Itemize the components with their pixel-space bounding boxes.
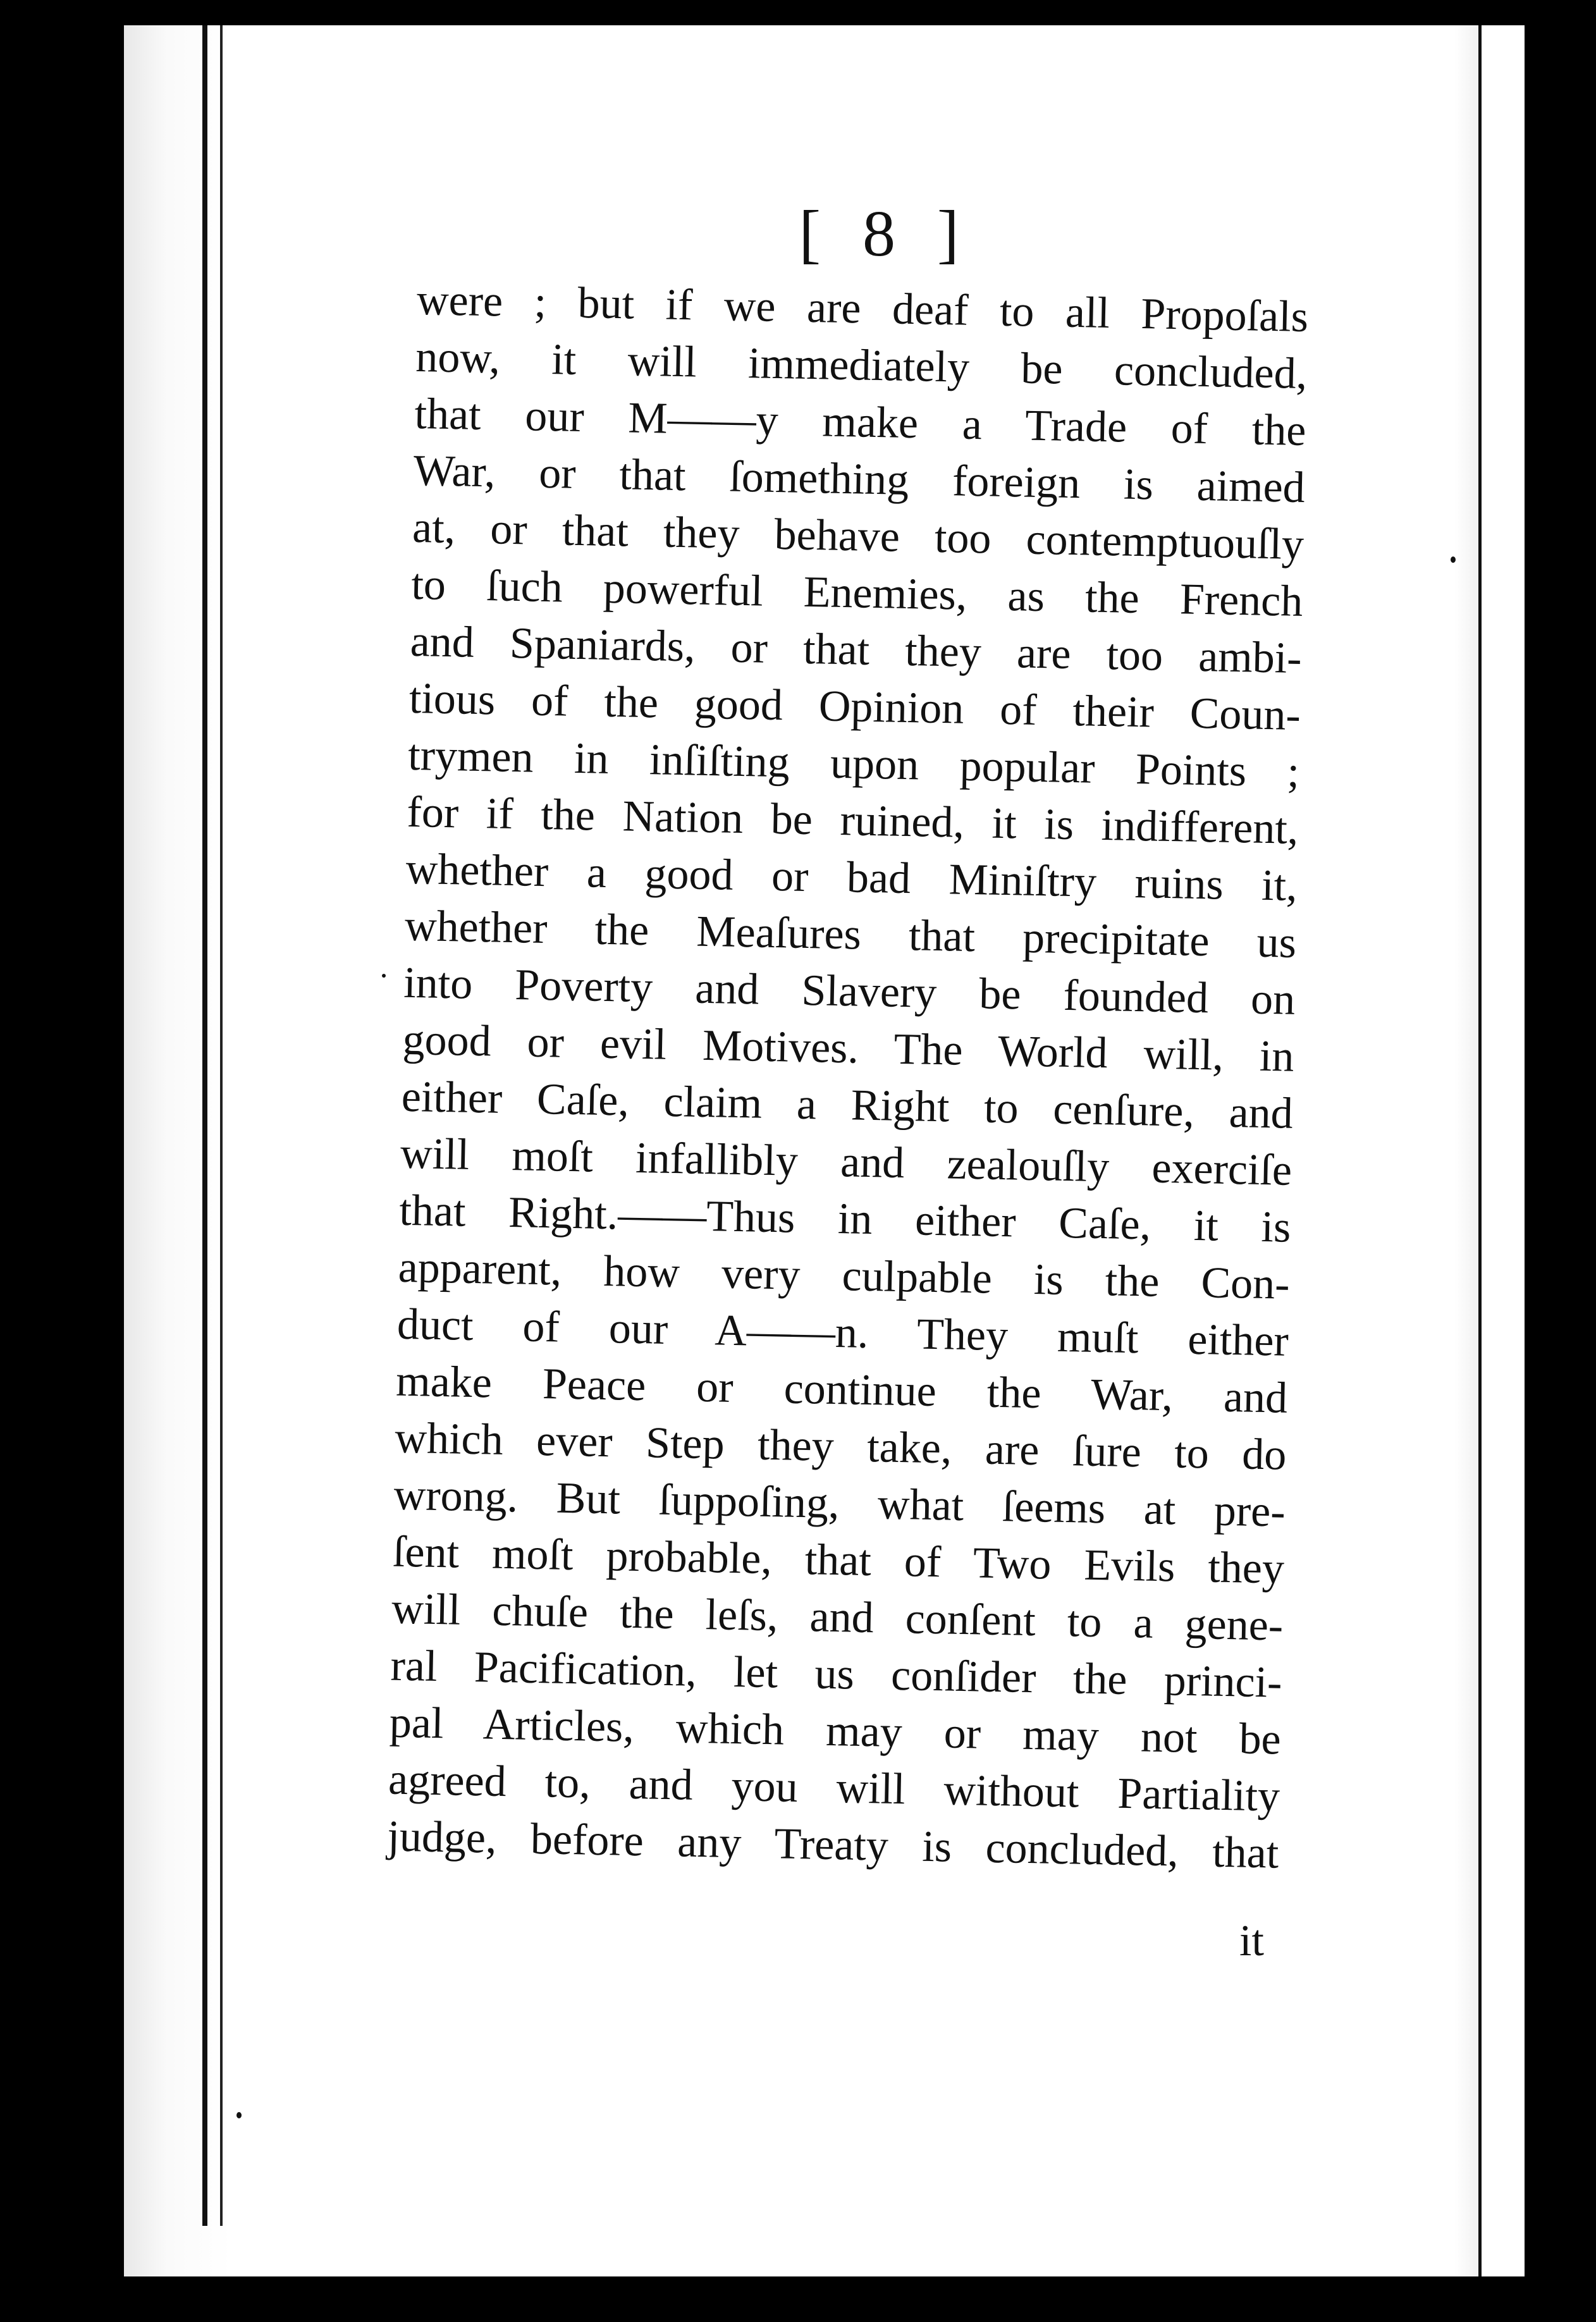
facing-page-edge <box>1478 25 1525 2276</box>
text-line: good or evil Motives. The World will, in <box>402 1015 1295 1081</box>
text-line: were ; but if we are deaf to all Propoſals <box>416 275 1309 342</box>
text-line: that Right.——Thus in either Caſe, it is <box>398 1186 1291 1252</box>
text-line: judge, before any Treaty is concluded, that <box>386 1812 1279 1878</box>
binding-edge-line <box>202 25 207 2226</box>
text-line: which ever Step they take, are ſure to do <box>394 1413 1287 1480</box>
text-line: ſent moſt probable, that of Two Evils they <box>392 1527 1285 1594</box>
text-line: make Peace or continue the War, and <box>395 1356 1288 1423</box>
body-text <box>387 272 1309 1883</box>
text-line: and Spaniards, or that they are too ambi- <box>410 617 1303 683</box>
text-line: that our M——y make a Trade of the <box>414 389 1307 456</box>
text-line: ral Pacification, let us conſider the princi- <box>390 1641 1283 1707</box>
text-line: tious of the good Opinion of their Coun- <box>408 673 1301 740</box>
text-line: into Poverty and Slavery be founded on <box>403 958 1296 1024</box>
text-line: agreed to, and you will without Partiality <box>388 1755 1280 1821</box>
gutter-shadow <box>1454 25 1478 2276</box>
text-line: now, it will immediately be concluded, <box>415 332 1308 399</box>
text-line: at, or that they behave too contemptuouſly <box>412 503 1304 569</box>
text-line: apparent, how very culpable is the Con- <box>398 1243 1291 1309</box>
text-line: either Caſe, claim a Right to cenſure, and <box>401 1072 1294 1138</box>
text-line: to ſuch powerful Enemies, as the French <box>410 560 1303 626</box>
page-number: [ 8 ] <box>799 197 972 270</box>
text-line: trymen in inſiſting upon popular Points ; <box>407 730 1300 797</box>
catchword: it <box>1239 1917 1264 1965</box>
text-line: War, or that ſomething foreign is aimed <box>413 446 1306 513</box>
text-line: wrong. But ſuppoſing, what ſeems at pre- <box>393 1470 1286 1537</box>
ink-speck <box>236 2112 242 2118</box>
binding-edge-line-inner <box>220 25 223 2226</box>
ink-speck <box>1451 556 1456 563</box>
text-line: whether a good or bad Miniſtry ruins it, <box>405 844 1298 911</box>
text-line: for if the Nation be ruined, it is indifferent, <box>406 787 1299 854</box>
text-line: will chuſe the leſs, and conſent to a gene- <box>391 1584 1284 1650</box>
text-line: will moſt infallibly and zealouſly exerciſe <box>400 1129 1292 1195</box>
left-page-edge <box>124 25 231 2276</box>
ink-speck <box>382 974 386 978</box>
text-line: pal Articles, which may or may not be <box>389 1698 1282 1764</box>
text-line: duct of our A——n. They muſt either <box>396 1299 1289 1366</box>
text-line: whether the Meaſures that precipitate us <box>404 901 1297 968</box>
